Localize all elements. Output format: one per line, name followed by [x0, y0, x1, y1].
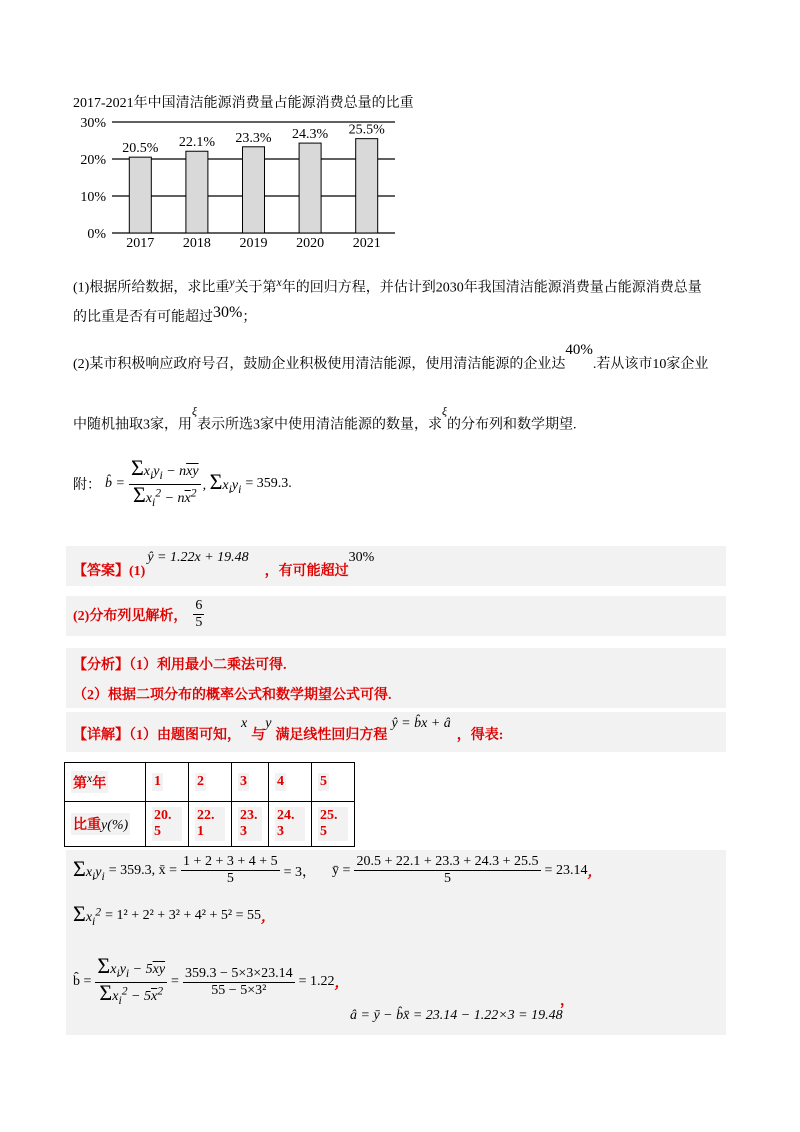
q2-xi-1: ξ	[192, 405, 197, 418]
table-cell: 4	[269, 763, 312, 802]
y-tick-label: 20%	[80, 153, 106, 168]
calc-l2: = 1² + 2² + 3² + 4² + 5² = 55	[105, 907, 261, 923]
expectation-num: 6	[195, 598, 203, 613]
detail-var-x: x	[241, 716, 248, 731]
table-cell: 23. 3	[232, 802, 269, 847]
table-cell: 25. 5	[312, 802, 355, 847]
data-label: 20.5%	[122, 141, 159, 157]
y-tick-label: 10%	[80, 190, 106, 205]
calc-line-1: $\Sigma x_iy_i$ = 359.3, x̄ = $\frac{1 + 2 + 3 + 4 + 5}{5}$ = 3， ȳ = $\frac{20.5 + 22.1 + 23.3 + 24.3 + 25.5}{5}$ = 23.14 ，	[73, 854, 602, 886]
detail-label: 【详解】（1）由题图可知，	[73, 728, 241, 743]
appendix-sum: = 359.3.	[245, 476, 292, 492]
appendix-formula: 附： b̂ = $\frac{\Sigma x_iy_i - n\overline{xy}}{\Sigma x_i^2 - n\overline{x}^2}$ , $\Sigma x_iy_i$ = 359.3.	[73, 455, 292, 509]
data-label: 25.5%	[348, 122, 385, 138]
bar	[129, 157, 151, 233]
y-tick-label: 0%	[87, 227, 106, 242]
q1-line2-text: 的比重是否有可能超过	[73, 310, 213, 325]
table-row	[65, 802, 355, 847]
x-tick-label: 2020	[296, 236, 325, 251]
q2-percent: 40%	[565, 342, 593, 358]
table-cell: 5	[312, 763, 355, 802]
table-cell: 22. 1	[189, 802, 232, 847]
bar	[243, 147, 265, 233]
answer-line	[73, 550, 375, 580]
calc-comma: ，	[334, 976, 349, 992]
answer-equation: ŷ = 1.22x + 19.48	[147, 550, 249, 565]
q2-tail: .若从该市10家企业	[592, 357, 709, 372]
table-cell: 3	[232, 763, 269, 802]
question-1-line2	[73, 306, 256, 326]
calc-line-3: b̂ = $\frac{\Sigma x_iy_i - 5\overline{x}\overline{y}}{\Sigma x_i^2 - 5\overline{x}^2}$ = $\frac{359.3 - 5\times 3\times 23.14}{\text{55 − 5×3²}}$ = 1.22 ，	[73, 953, 349, 1007]
table-header-year: 第$^x$年	[65, 763, 146, 802]
answer-part2	[73, 598, 204, 631]
q1-text-c: 年的回归方程，并估计到2030年我国清洁能源消费量占能源消费总量	[281, 280, 702, 296]
calc-l1-b: = 3，	[283, 864, 317, 880]
calc-l3-a: b̂ =	[73, 974, 92, 990]
calc-comma: ，	[260, 909, 275, 925]
detail-end: ，得表:	[456, 728, 504, 743]
bar	[356, 139, 378, 233]
x-tick-label: 2017	[126, 236, 155, 251]
answer-threshold: 30%	[348, 550, 375, 565]
calc-l1-c: ȳ =	[332, 862, 351, 878]
q2-line2-b: 表示所选3家中使用清洁能源的数量，求	[197, 417, 442, 433]
bar	[186, 151, 208, 233]
calc-l3-b: = 1.22	[298, 974, 335, 990]
q2-xi-2: ξ	[442, 405, 447, 418]
x-tick-label: 2021	[352, 236, 381, 251]
y-tick-label: 30%	[80, 116, 106, 131]
detail-with: 与	[251, 728, 266, 743]
table-cell: 24. 3	[269, 802, 312, 847]
detail-line	[73, 716, 504, 744]
data-label: 22.1%	[178, 135, 215, 151]
q1-threshold: 30%	[213, 304, 243, 321]
detail-equation: ŷ = b̂x + â	[391, 716, 451, 731]
expectation-fraction	[193, 598, 204, 631]
q1-var-x: x	[276, 276, 282, 289]
calc-x-bar-fraction: $\frac{1 + 2 + 3 + 4 + 5}{5}$	[183, 854, 278, 886]
calc-y-bar-fraction: $\frac{20.5 + 22.1 + 23.3 + 24.3 + 25.5}{5}$	[356, 854, 539, 886]
x-tick-label: 2018	[182, 236, 211, 251]
q1-var-y: y	[229, 276, 235, 289]
table-row	[65, 763, 355, 802]
q2-line2-a: 中随机抽取3家，用	[73, 417, 192, 433]
q1-text-a: (1)根据所给数据，求比重	[73, 280, 230, 296]
bar-chart	[60, 110, 405, 255]
calc-b-hat-fraction-1: $\frac{\Sigma x_iy_i - 5\overline{x}\overline{y}}{\Sigma x_i^2 - 5\overline{x}^2}$	[97, 953, 166, 1007]
detail-var-y: y	[265, 716, 272, 731]
detail-mid: 满足线性回归方程	[275, 728, 388, 743]
calc-l1-d: = 23.14	[544, 862, 588, 878]
data-table	[64, 762, 355, 847]
answer-label: 【答案】(1)	[73, 564, 146, 579]
answer-tail: ，有可能超过	[264, 564, 349, 579]
data-label: 23.3%	[235, 130, 272, 146]
table-cell: 20. 5	[146, 802, 189, 847]
calc-trailing-comma: ，	[560, 994, 574, 1009]
answer-part2-text: (2)分布列见解析，	[73, 608, 188, 624]
calc-l1-a: = 359.3, x̄ =	[108, 862, 178, 878]
q2-line2-c: 的分布列和数学期望.	[447, 417, 577, 433]
question-2-line2	[73, 405, 577, 434]
table-cell: 2	[189, 763, 232, 802]
calc-line-4: â = ȳ − b̂x̄ = 23.14 − 1.22×3 = 19.48	[350, 1008, 563, 1023]
analysis-line-2: （2）根据二项分布的概率公式和数学期望公式可得.	[73, 688, 392, 703]
q2-text: (2)某市积极响应政府号召，鼓励企业积极使用清洁能源，使用清洁能源的企业达	[73, 357, 566, 372]
expectation-den: 5	[195, 615, 203, 630]
appendix-label: 附：	[73, 478, 101, 494]
analysis-line-1: 【分析】（1）利用最小二乘法可得.	[73, 658, 287, 673]
question-1	[73, 276, 702, 297]
table-header-ratio: 比重y(%)	[65, 802, 146, 847]
calc-line-2: $\Sigma x_i^2$ = 1² + 2² + 3² + 4² + 5² = 55 ，	[73, 901, 275, 928]
q1-text-b: 关于第	[234, 280, 277, 296]
calc-comma: ，	[587, 864, 602, 880]
b-hat-fraction: $\frac{\Sigma x_iy_i - n\overline{xy}}{\Sigma x_i^2 - n\overline{x}^2}$	[130, 455, 199, 509]
table-cell: 1	[146, 763, 189, 802]
calc-b-hat-fraction-2: $\frac{359.3 - 5\times 3\times 23.14}{\text{55 − 5×3²}}$	[184, 965, 293, 998]
x-tick-label: 2019	[239, 236, 268, 251]
chart-title: 2017-2021年中国清洁能源消费量占能源消费总量的比重	[73, 96, 414, 111]
q1-line2-end: ；	[242, 310, 257, 325]
data-label: 24.3%	[292, 127, 329, 143]
question-2	[73, 342, 709, 373]
bar	[299, 143, 321, 233]
